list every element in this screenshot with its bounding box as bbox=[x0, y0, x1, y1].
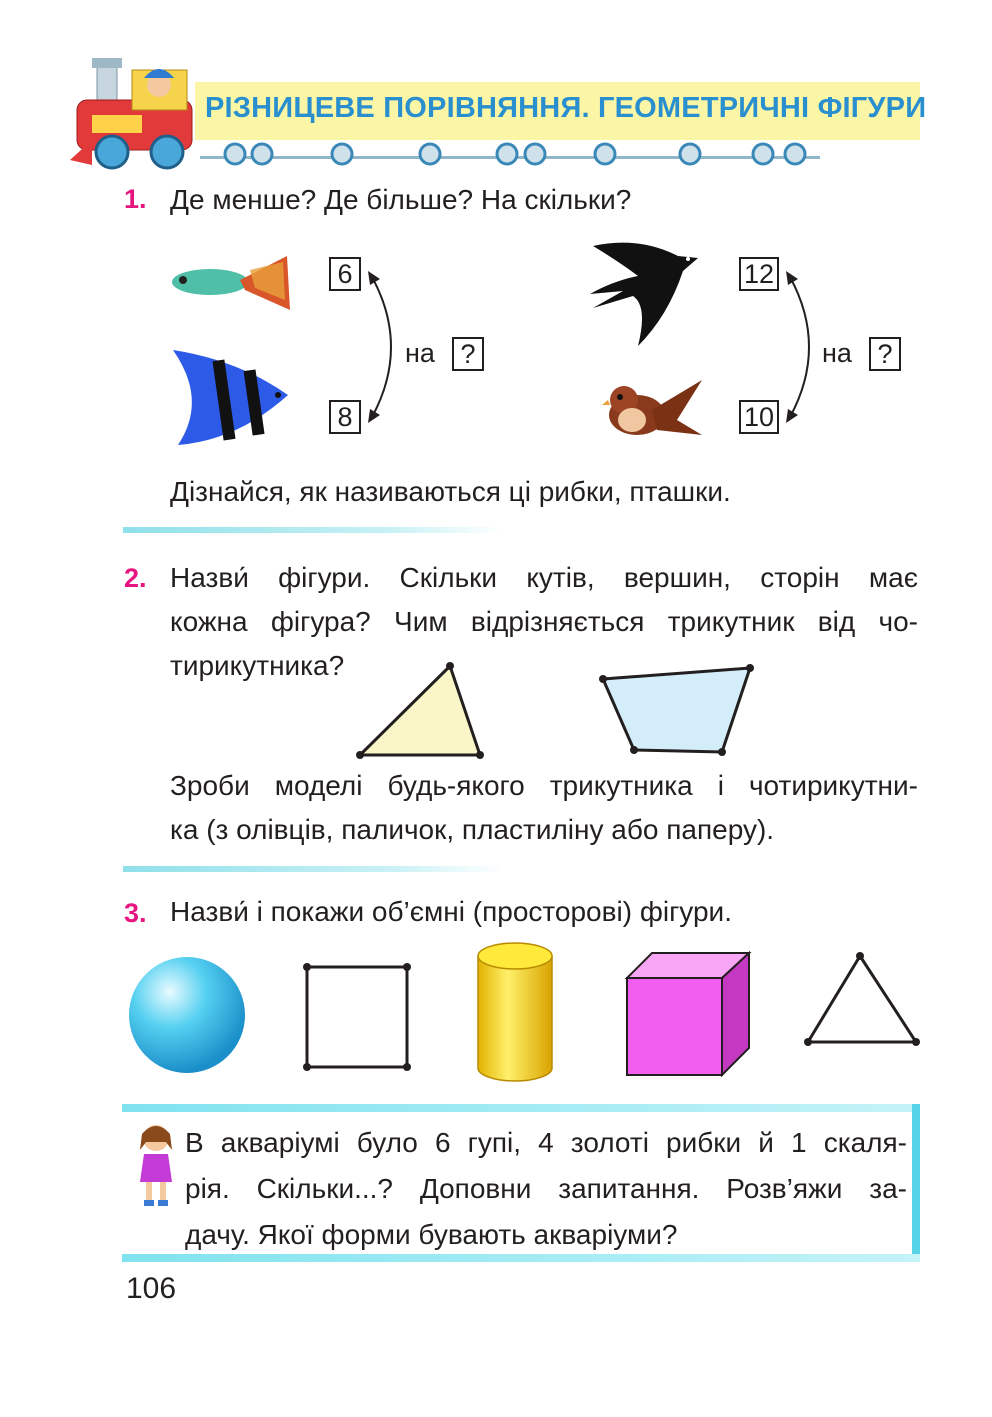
task-2-followup-line1: Зроби моделі будь-якого трикутника і чотирикутни- bbox=[170, 770, 918, 801]
separator bbox=[123, 866, 503, 872]
task-1-followup: Дізнайся, як називаються ці рибки, пташки. bbox=[170, 476, 731, 507]
red-bird-icon bbox=[602, 375, 707, 450]
square-shape bbox=[300, 960, 415, 1075]
separator bbox=[123, 527, 503, 533]
note-line1: В акваріумі було 6 гупі, 4 золоті рибки й 1 скаля- bbox=[185, 1127, 907, 1158]
fish-top-count: 6 bbox=[329, 257, 361, 291]
quadrilateral-shape bbox=[598, 662, 758, 760]
triangle-shape bbox=[355, 660, 490, 760]
page-title: РІЗНИЦЕВЕ ПОРІВНЯННЯ. ГЕОМЕТРИЧНІ ФІГУРИ bbox=[205, 92, 927, 124]
girl-icon bbox=[132, 1120, 182, 1210]
note-line2: рія. Скільки...? Доповни запитання. Розв’яжи за- bbox=[185, 1173, 907, 1204]
train-icon bbox=[62, 40, 212, 170]
cube-shape bbox=[622, 948, 754, 1080]
task-1-question: Де менше? Де більше? На скільки? bbox=[170, 184, 632, 215]
cylinder-shape bbox=[472, 938, 558, 1086]
angelfish-icon bbox=[168, 345, 298, 450]
note-line3: дачу. Якої форми бувають акваріуми? bbox=[185, 1219, 678, 1250]
birds-bottom-count: 10 bbox=[739, 400, 779, 434]
birds-top-count: 12 bbox=[739, 257, 779, 291]
task-2-question-line3: тирикутника? bbox=[170, 650, 345, 681]
task-3-question: Назви́ і покажи об’ємні (просторові) фігури. bbox=[170, 896, 732, 927]
fish-na-label: на bbox=[405, 338, 435, 368]
guppy-fish-icon bbox=[165, 250, 295, 320]
birds-unknown-box: ? bbox=[869, 337, 901, 371]
task-2-followup-line2: ка (з олівців, паличок, пластиліну або паперу). bbox=[170, 814, 775, 845]
birds-na-label: на bbox=[822, 338, 852, 368]
flat-triangle-shape bbox=[800, 950, 925, 1050]
note-text bbox=[185, 1120, 907, 1258]
swallow-icon bbox=[588, 236, 713, 351]
task-2-number: 2. bbox=[124, 563, 147, 593]
page-number: 106 bbox=[126, 1272, 177, 1305]
sphere-shape bbox=[127, 955, 249, 1077]
rail-wheels bbox=[220, 140, 820, 170]
fish-bottom-count: 8 bbox=[329, 400, 361, 434]
task-1-number: 1. bbox=[124, 184, 147, 214]
birds-compare-arrow bbox=[778, 265, 828, 430]
task-2-question-line1: Назви́ фігури. Скільки кутів, вершин, сторін має bbox=[170, 562, 918, 593]
task-3-number: 3. bbox=[124, 898, 147, 928]
task-2-question-line2: кожна фігура? Чим відрізняється трикутник від чо- bbox=[170, 606, 918, 637]
fish-unknown-box: ? bbox=[452, 337, 484, 371]
fish-compare-arrow bbox=[360, 265, 410, 430]
